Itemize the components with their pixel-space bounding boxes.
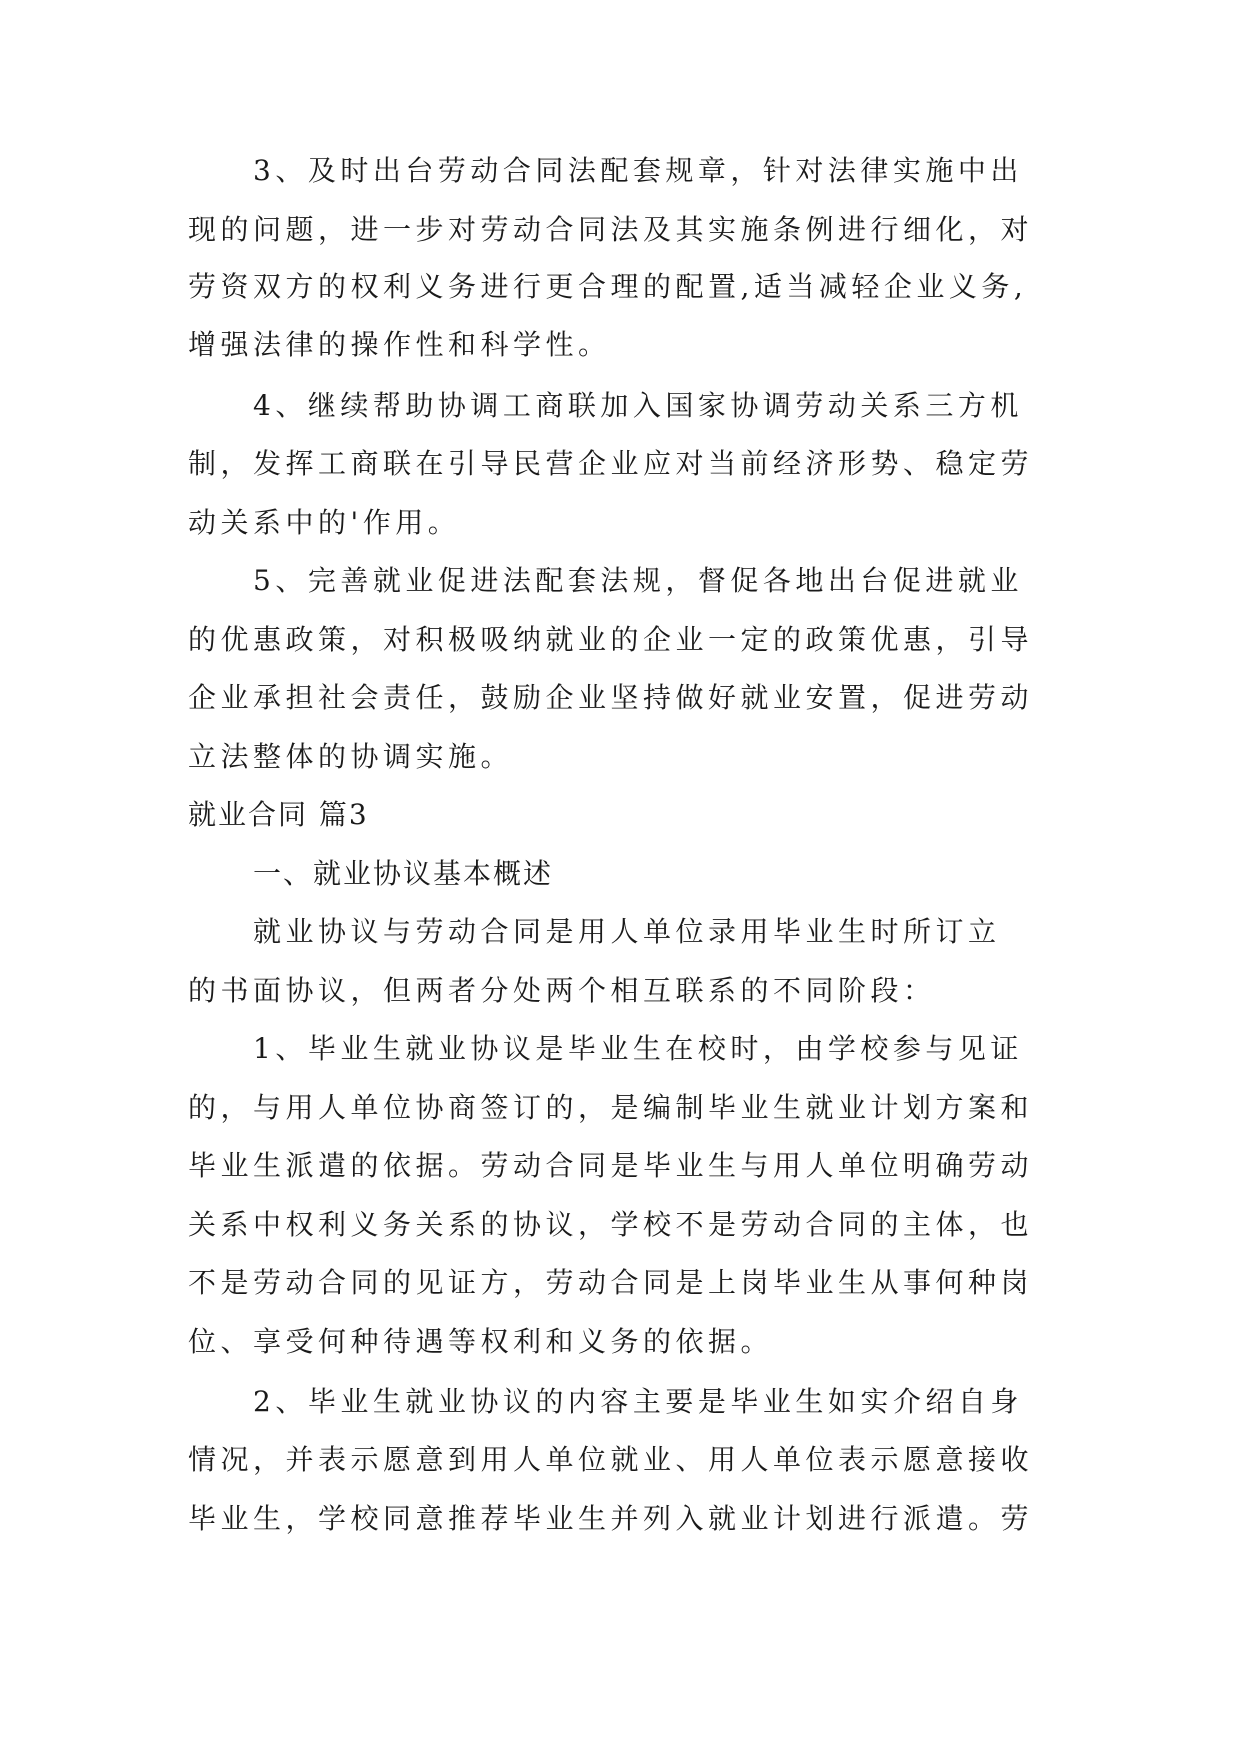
paragraph-line: 现的问题，进一步对劳动合同法及其实施条例进行细化，对 — [188, 213, 1034, 246]
paragraph-line: 不是劳动合同的见证方，劳动合同是上岗毕业生从事何种岗 — [188, 1266, 1034, 1299]
paragraph-line: 2、毕业生就业协议的内容主要是毕业生如实介绍自身 — [253, 1385, 1023, 1418]
paragraph-line: 就业协议与劳动合同是用人单位录用毕业生时所订立 — [253, 915, 1001, 948]
subsection-heading: 一、就业协议基本概述 — [253, 857, 554, 890]
paragraph-line: 毕业生，学校同意推荐毕业生并列入就业计划进行派遣。劳 — [188, 1502, 1034, 1535]
paragraph-line: 4、继续帮助协调工商联加入国家协调劳动关系三方机 — [253, 389, 1023, 422]
paragraph-line: 1、毕业生就业协议是毕业生在校时，由学校参与见证 — [253, 1032, 1023, 1065]
paragraph-line: 立法整体的协调实施。 — [188, 740, 514, 773]
paragraph-line: 毕业生派遣的依据。劳动合同是毕业生与用人单位明确劳动 — [188, 1149, 1034, 1182]
paragraph-line: 增强法律的操作性和科学性。 — [188, 328, 611, 361]
section-heading: 就业合同 篇3 — [188, 798, 369, 831]
paragraph-line: 劳资双方的权利义务进行更合理的配置,适当减轻企业义务, — [188, 270, 1028, 303]
paragraph-line: 位、享受何种待遇等权利和义务的依据。 — [188, 1325, 774, 1358]
paragraph-line: 的书面协议，但两者分处两个相互联系的不同阶段： — [188, 974, 936, 1007]
paragraph-line: 3、及时出台劳动合同法配套规章，针对法律实施中出 — [253, 154, 1023, 187]
paragraph-line: 关系中权利义务关系的协议，学校不是劳动合同的主体，也 — [188, 1208, 1034, 1241]
paragraph-line: 5、完善就业促进法配套法规，督促各地出台促进就业 — [253, 564, 1023, 597]
paragraph-line: 动关系中的'作用。 — [188, 506, 461, 539]
paragraph-line: 情况，并表示愿意到用人单位就业、用人单位表示愿意接收 — [188, 1443, 1034, 1476]
paragraph-line: 制，发挥工商联在引导民营企业应对当前经济形势、稳定劳 — [188, 447, 1034, 480]
paragraph-line: 的优惠政策，对积极吸纳就业的企业一定的政策优惠，引导 — [188, 623, 1034, 656]
paragraph-line: 的，与用人单位协商签订的，是编制毕业生就业计划方案和 — [188, 1091, 1034, 1124]
paragraph-line: 企业承担社会责任，鼓励企业坚持做好就业安置，促进劳动 — [188, 681, 1034, 714]
